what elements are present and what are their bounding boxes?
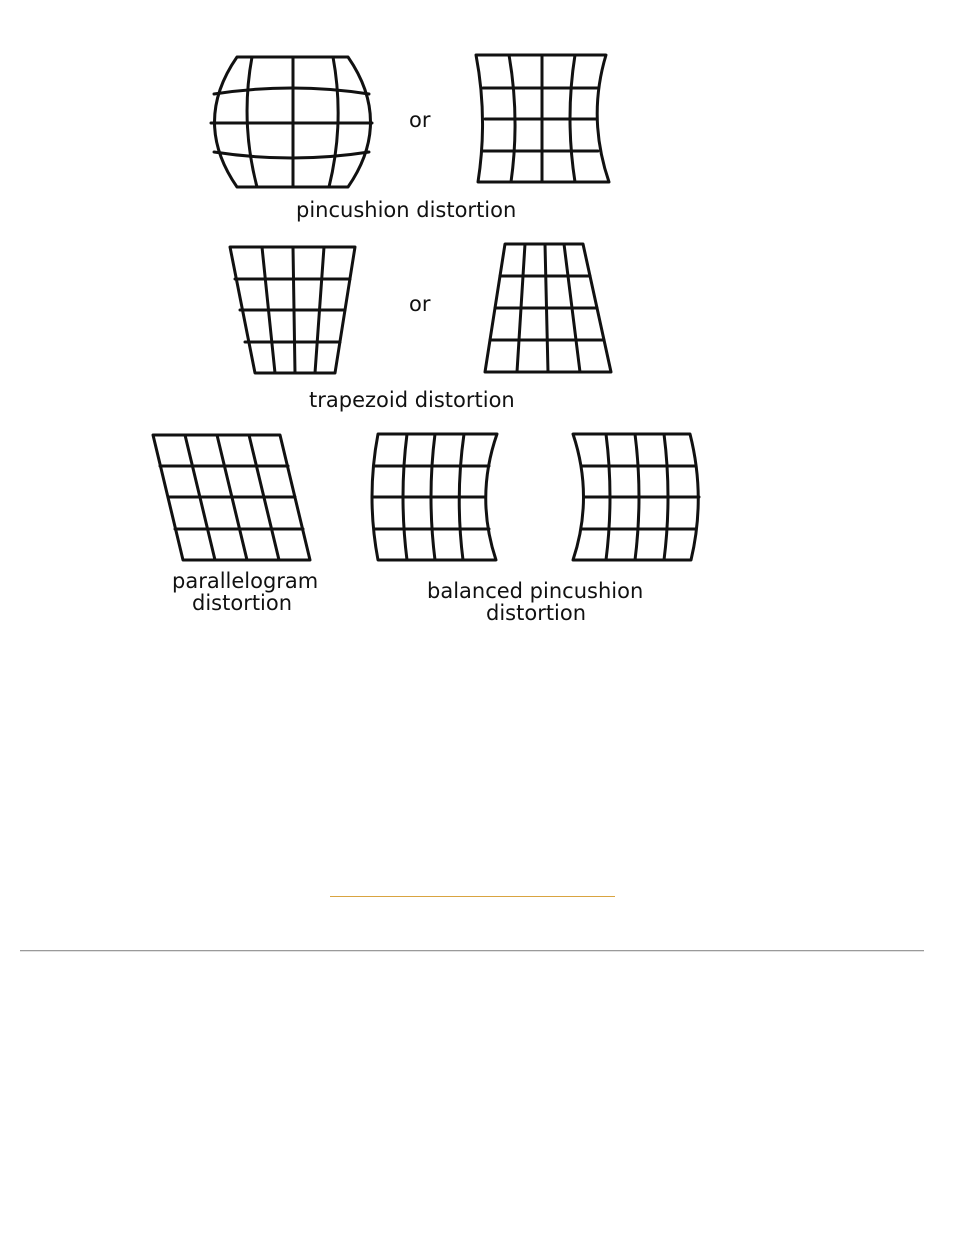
pincushion-grid <box>476 55 609 182</box>
balanced-pincushion-caption-line1: balanced pincushion <box>427 579 644 603</box>
trapezoid-grid-narrow-bottom <box>230 247 355 373</box>
pincushion-or-label: or <box>409 108 431 132</box>
pincushion-caption: pincushion distortion <box>296 198 517 222</box>
trapezoid-or-label: or <box>409 292 431 316</box>
parallelogram-caption-line1: parallelogram <box>172 569 319 593</box>
balanced-pincushion-grid-right <box>573 434 699 560</box>
parallelogram-caption-line2: distortion <box>192 591 293 615</box>
balanced-pincushion-grid-left <box>372 434 497 560</box>
parallelogram-grid <box>153 435 310 560</box>
trapezoid-caption: trapezoid distortion <box>309 388 515 412</box>
barrel-grid <box>211 57 372 187</box>
link-underline[interactable] <box>330 896 615 897</box>
trapezoid-grid-narrow-top <box>485 244 611 372</box>
balanced-pincushion-caption-line2: distortion <box>486 601 587 625</box>
horizontal-rule <box>20 950 924 952</box>
